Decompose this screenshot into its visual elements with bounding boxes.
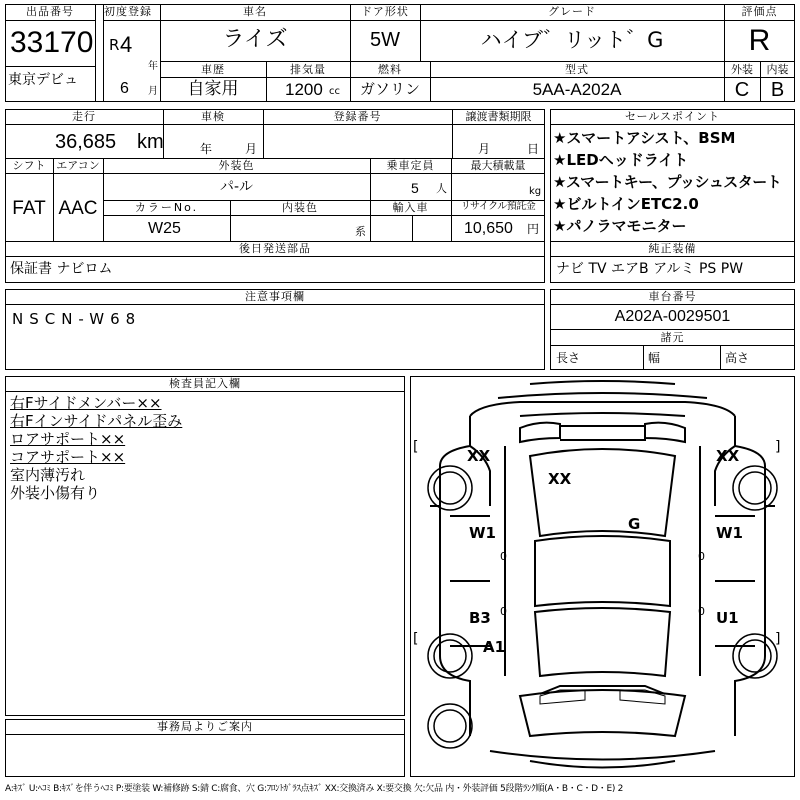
recycle-label: リサイクル預託金 xyxy=(460,201,536,212)
car-diagram xyxy=(410,376,795,777)
sales-label: セールスポイント xyxy=(624,110,720,123)
first-reg-label: 初度登録 xyxy=(104,5,152,18)
mark-zero: 0 xyxy=(698,550,705,563)
mileage-unit: km xyxy=(137,131,164,153)
mark-front-right: XX xyxy=(716,447,740,465)
notes-label: 注意事項欄 xyxy=(245,290,305,303)
first-reg-month: 6 xyxy=(120,80,129,97)
equipment: ナビ TV エアB アルミ PS PW xyxy=(556,261,744,277)
interior-label: 内装 xyxy=(766,63,789,76)
sales-point: ★LEDヘッドライト xyxy=(553,151,689,169)
era: R xyxy=(109,36,120,54)
office-label: 事務局よりご案内 xyxy=(157,720,253,733)
mileage-label: 走行 xyxy=(72,110,96,123)
specs-label: 諸元 xyxy=(660,331,685,344)
displacement-label: 排気量 xyxy=(290,63,326,76)
month-unit: 月 xyxy=(148,86,158,97)
plate-label: 登録番号 xyxy=(333,110,382,123)
transfer-month: 月 xyxy=(478,142,491,156)
mark-zero: 0 xyxy=(500,550,507,563)
displacement: 1200 xyxy=(285,80,323,99)
sales-point: ★ビルトインETC2.0 xyxy=(553,195,699,213)
grade-label: グレード xyxy=(548,5,596,18)
bracket: ] xyxy=(775,439,781,455)
shift-label: シフト xyxy=(12,159,46,172)
mark-front-left: XX xyxy=(467,447,491,465)
grade: ハイブ゛リット゛G xyxy=(480,28,664,52)
sales-point: ★パノラマモニター xyxy=(553,217,687,235)
capacity-unit: 人 xyxy=(436,182,447,195)
inspection-month: 月 xyxy=(245,142,258,156)
sales-point: ★スマートアシスト、BSM xyxy=(553,129,736,147)
exterior-label: 外装 xyxy=(731,63,753,76)
inspector-line: ロアサポート×× xyxy=(10,430,126,448)
mark-windshield: G xyxy=(628,515,641,533)
interior-grade: B xyxy=(770,79,785,101)
import-label: 輸入車 xyxy=(392,201,429,214)
mark-left-rear: B3 xyxy=(469,609,491,627)
displacement-unit: cc xyxy=(329,86,340,97)
year-unit: 年 xyxy=(148,61,158,72)
inspector-line: 右Fインサイドパネル歪み xyxy=(10,412,183,430)
door-type: 5W xyxy=(370,29,400,51)
load-unit: kg xyxy=(529,186,542,197)
bracket: ] xyxy=(775,631,781,647)
mileage: 36,685 xyxy=(55,131,117,153)
color-no: W25 xyxy=(148,220,181,237)
car-name: ライズ xyxy=(222,27,288,52)
bracket: [ xyxy=(413,439,419,455)
recycle-amount: 10,650 xyxy=(464,220,513,237)
mark-left-door: W1 xyxy=(469,524,496,542)
score: R xyxy=(748,24,771,57)
chassis-label: 車台番号 xyxy=(648,290,697,303)
int-color-unit: 系 xyxy=(355,225,366,238)
score-label: 評価点 xyxy=(741,5,778,18)
spec-length: 長さ xyxy=(556,351,581,365)
color: パ-ル xyxy=(219,179,254,195)
lot-label: 出品番号 xyxy=(26,5,74,18)
capacity: 5 xyxy=(411,180,419,196)
inspection-year: 年 xyxy=(200,142,213,156)
capacity-label: 乗車定員 xyxy=(386,159,435,172)
name-label: 車名 xyxy=(243,5,267,18)
bracket: [ xyxy=(413,631,419,647)
ac: AAC xyxy=(58,198,98,219)
load-label: 最大積載量 xyxy=(470,159,526,172)
notes-text: NSCN-W68 xyxy=(12,310,142,328)
mark-hood: XX xyxy=(548,470,572,488)
model-label: 型式 xyxy=(565,63,589,76)
inspector-line: 右Fサイドメンバー×× xyxy=(10,394,162,412)
door-label: ドア形状 xyxy=(361,5,409,18)
mark-left-rear-2: A1 xyxy=(483,638,506,656)
legend: A:ｷｽﾞ U:ﾍｺﾐ B:ｷｽﾞを伴うﾍｺﾐ P:要塗装 W:補修跡 S:錆 C:腐食、穴 G:ﾌﾛﾝﾄｶﾞﾗｽ点ｷｽﾞ XX:交換済み X:要交換 欠:欠品 内・外装評価 5段階ﾗﾝｸ順(A・B・C・D・E) 2 xyxy=(5,784,624,794)
inspector-line: コアサポート×× xyxy=(10,448,126,466)
spec-height: 高さ xyxy=(725,351,750,365)
mark-zero: 0 xyxy=(500,605,507,618)
equipment-label: 純正装備 xyxy=(648,242,697,255)
ac-label: エアコン xyxy=(56,159,100,172)
transfer-day: 日 xyxy=(527,142,540,156)
exterior-grade: C xyxy=(734,79,750,101)
lot-number: 33170 xyxy=(10,26,94,59)
recycle-unit: 円 xyxy=(527,222,540,236)
spec-width: 幅 xyxy=(648,351,661,365)
history-label: 車歴 xyxy=(201,63,225,76)
color-label: 外装色 xyxy=(218,159,255,172)
fuel-label: 燃料 xyxy=(378,63,402,76)
later-parts: 保証書 ナビロム xyxy=(10,261,113,277)
color-no-label: カラーNo. xyxy=(134,201,199,214)
inspector-label: 検査員記入欄 xyxy=(169,377,241,390)
inspector-line: 外装小傷有り xyxy=(10,484,101,502)
history: 自家用 xyxy=(187,79,239,99)
sales-point: ★スマートキー、プッシュスタート xyxy=(553,173,782,191)
mark-zero: 0 xyxy=(698,605,705,618)
inspection-label: 車検 xyxy=(201,110,225,123)
int-color-label: 内装色 xyxy=(282,201,318,214)
model-code: 5AA-A202A xyxy=(532,80,622,99)
debut-text: 東京デビュ xyxy=(8,72,78,88)
mark-right-door: W1 xyxy=(716,524,743,542)
inspector-line: 室内薄汚れ xyxy=(10,466,86,484)
fuel: ガソリン xyxy=(359,80,420,98)
transfer-label: 譲渡書類期限 xyxy=(465,110,532,123)
shift: FAT xyxy=(12,198,46,219)
later-parts-label: 後日発送部品 xyxy=(239,242,311,255)
mark-right-rear: U1 xyxy=(716,609,739,627)
first-reg-year: 4 xyxy=(120,32,133,57)
chassis-number: A202A-0029501 xyxy=(614,308,731,325)
